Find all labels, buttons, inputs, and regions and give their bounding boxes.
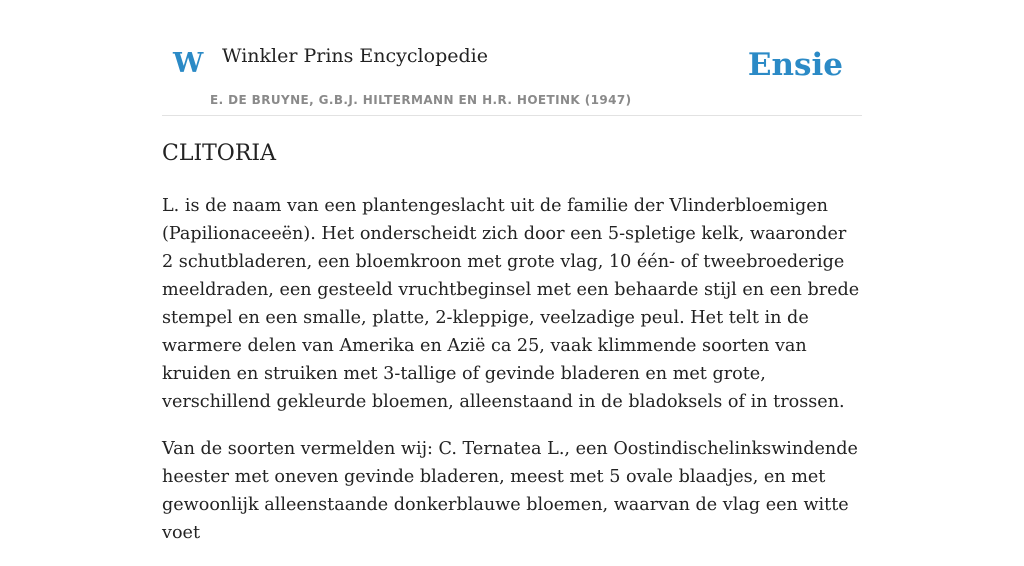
source-authors: E. DE BRUYNE, G.B.J. HILTERMANN EN H.R. HOETINK (1947) (210, 93, 632, 107)
article-body (162, 192, 862, 566)
source-title[interactable]: Winkler Prins Encyclopedie (222, 45, 488, 67)
brand-logo[interactable]: Ensie (747, 47, 843, 83)
source-header (162, 0, 862, 116)
article-paragraph: Van de soorten vermelden wij: C. Ternatea L., een Oostindischelinkswindende heester met oneven gevinde bladeren, meest met 5 ovale blaadjes, en met gewoonlijk alleenstaande donkerblauwe bloemen, waarvan de vlag een witte voet (162, 439, 858, 543)
source-logo[interactable]: W (173, 48, 204, 79)
article-paragraph: L. is de naam van een plantengeslacht uit de familie der Vlinderbloemigen (Papilionaceeën). Het onderscheidt zich door een 5-spletige kelk, waaronder 2 schutbladeren, een bloemkroon met grote vlag, 10 één- of tweebroederige meeldraden, een gesteeld vruchtbeginsel met een behaarde stijl en een brede stempel en een smalle, platte, 2-kleppige, veelzadige peul. Het telt in de warmere delen van Amerika en Azië ca 25, vaak klimmende soorten van kruiden en struiken met 3-tallige of gevinde bladeren en met grote, verschillend gekleurde bloemen, alleenstaand in de bladoksels of in trossen. (162, 196, 860, 412)
entry-title: CLITORIA (162, 141, 276, 166)
